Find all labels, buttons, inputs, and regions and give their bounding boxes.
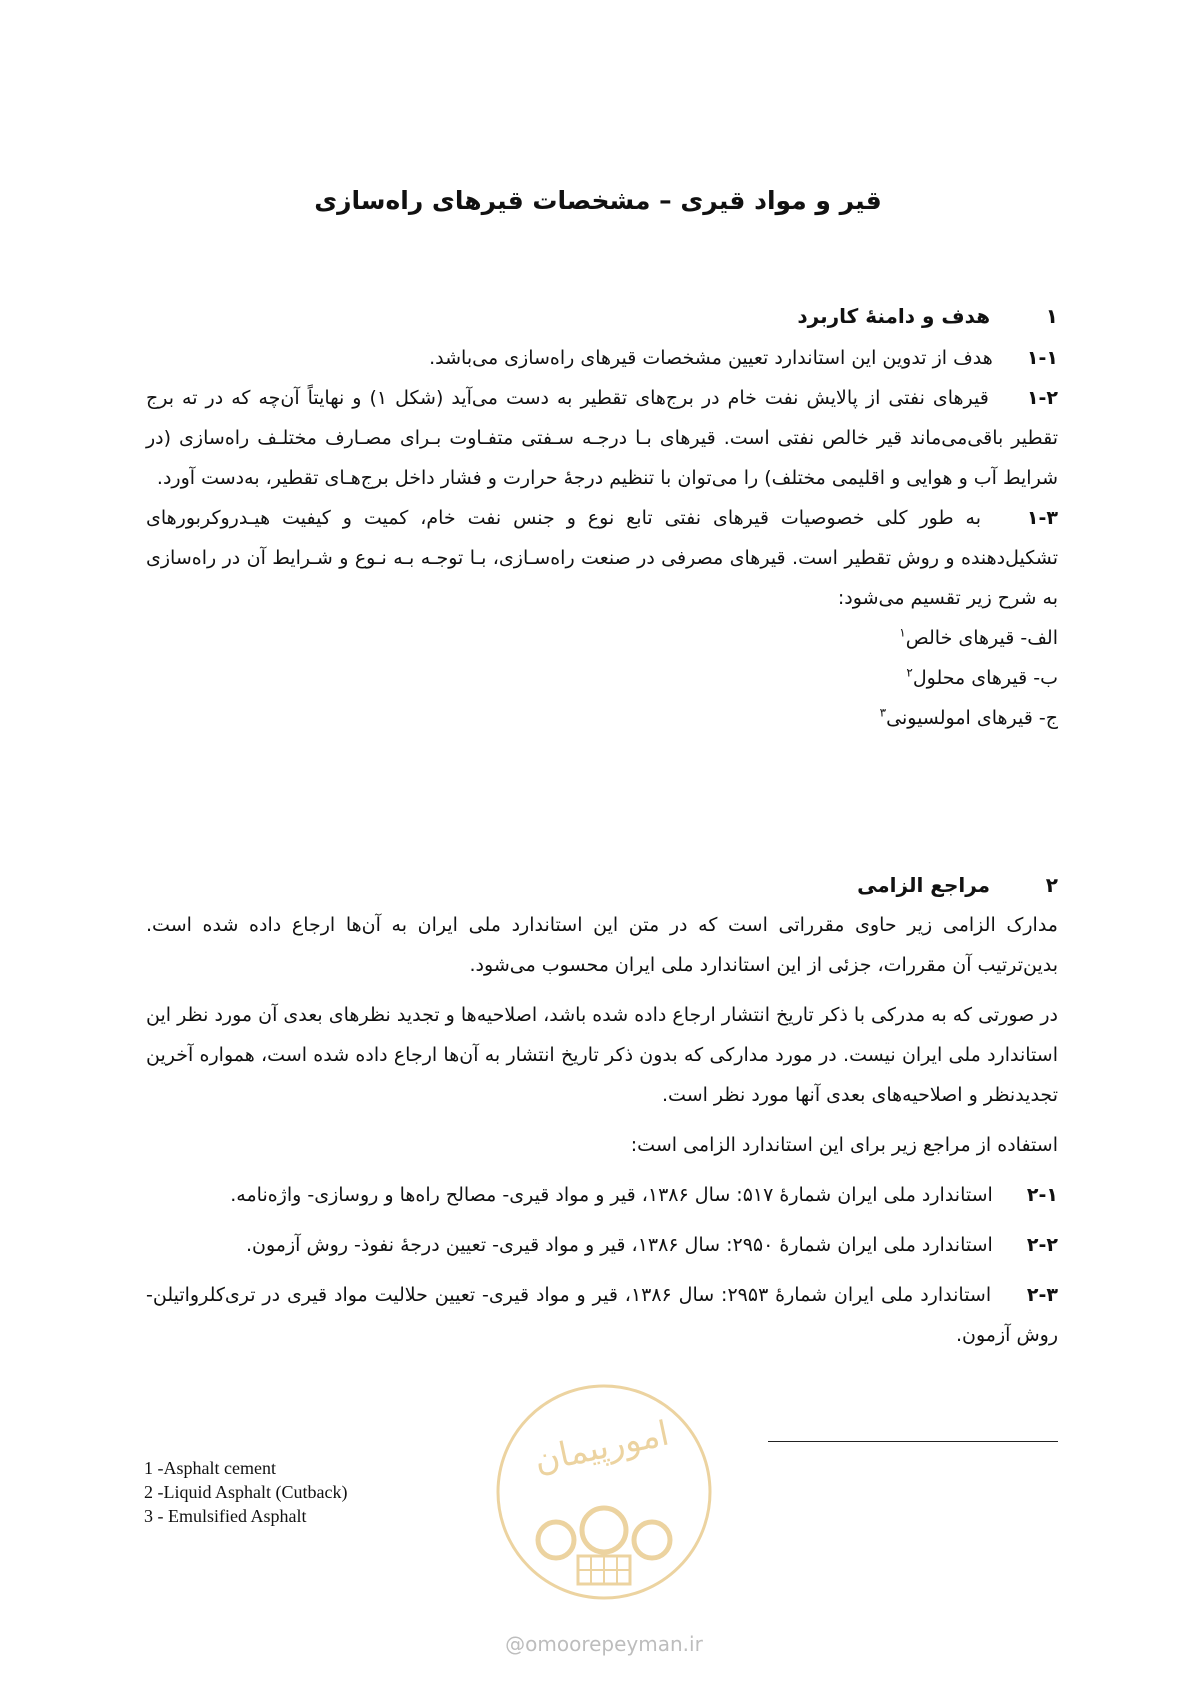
section-2-heading bbox=[146, 865, 1058, 905]
paragraph-1-1 bbox=[146, 338, 1058, 378]
paragraph-1-2 bbox=[146, 378, 1058, 498]
reference-number: ۲-۳ bbox=[1026, 1284, 1058, 1306]
paragraph-2-intro: مدارک الزامی زیر حاوی مقرراتی است که در متن این استاندارد ملی ایران به آن‌ها ارجاع داده شده است. بدین‌ترتیب آن مقررات، جزئی از این استاندارد ملی ایران محسوب می‌شود. bbox=[146, 914, 1058, 976]
at-icon: @ bbox=[505, 1632, 526, 1656]
paragraph-1-2-text: قیرهای نفتی از پالایش نفت خام در برج‌های تقطیر به دست می‌آید (شکل ۱) و نهایتاً آن‌چه که در ته برج تقطیر باقی‌می‌ماند قیر خالص نفتی است. قیرهای بـا درجـه سـفتی متفـاوت بـرای مصـارف مختلـف راه‌سازی (در شرایط آب و هوایی و اقلیمی مختلف) را می‌توان با تنظیم درجهٔ حرارت و فشار داخل برج‌هـای تقطیر، به‌دست آورد. bbox=[146, 387, 1058, 489]
reference-text: استاندارد ملی ایران شمارهٔ ۲۹۵۳: سال ۱۳۸۶، قیر و مواد قیری- تعیین حلالیت مواد قیری در تری‌کلرواتیلن- روش آزمون. bbox=[146, 1284, 1058, 1346]
section-2-number: ۲ bbox=[1045, 873, 1058, 897]
section-normative-references bbox=[146, 865, 1058, 1355]
list-item-text: قیرهای محلول bbox=[912, 667, 1028, 689]
list-item bbox=[146, 618, 1058, 658]
section-1-heading bbox=[146, 296, 1058, 336]
paragraph-1-3 bbox=[146, 498, 1058, 618]
footnote-separator bbox=[768, 1441, 1058, 1442]
list-item-label: ج- bbox=[1038, 707, 1058, 729]
paragraph-1-3-number: ۱-۳ bbox=[1026, 507, 1058, 529]
footnote-1: 1 -Asphalt cement bbox=[144, 1458, 276, 1478]
watermark-site: @omoorepeyman.ir bbox=[505, 1632, 703, 1656]
list-item bbox=[146, 698, 1058, 738]
section-scope bbox=[146, 296, 1058, 738]
footnote-ref: ۳ bbox=[879, 705, 887, 720]
page-title: قیر و مواد قیری – مشخصات قیرهای راه‌سازی bbox=[314, 186, 882, 215]
reference-number: ۲-۱ bbox=[1026, 1184, 1058, 1206]
footnote-ref: ۱ bbox=[899, 625, 906, 640]
reference-item bbox=[146, 1175, 1058, 1215]
section-2-title: مراجع الزامی bbox=[857, 873, 991, 897]
list-item-text: قیرهای خالص bbox=[905, 627, 1015, 649]
section-1-title: هدف و دامنهٔ کاربرد bbox=[797, 304, 991, 328]
paragraph-1-1-text: هدف از تدوین این استاندارد تعیین مشخصات قیرهای راه‌سازی می‌باشد. bbox=[429, 347, 993, 369]
footnote-2: 2 -Liquid Asphalt (Cutback) bbox=[144, 1482, 348, 1502]
section-1-number: ۱ bbox=[1045, 304, 1058, 328]
paragraph-1-1-number: ۱-۱ bbox=[1026, 347, 1058, 369]
list-item-label: ب- bbox=[1033, 667, 1058, 689]
svg-text:امورپیمان: امورپیمان bbox=[530, 1413, 673, 1481]
asphalt-types-list bbox=[146, 618, 1058, 738]
footnote-ref: ۲ bbox=[906, 665, 913, 680]
reference-text: استاندارد ملی ایران شمارهٔ ۵۱۷: سال ۱۳۸۶، قیر و مواد قیری- مصالح راه‌ها و روسازی- واژه‌نامه. bbox=[230, 1184, 993, 1206]
paragraph-2-dated-refs: در صورتی که به مدرکی با ذکر تاریخ انتشار ارجاع داده شده باشد، اصلاحیه‌ها و تجدید نظرهای بعدی آن مورد نظر این استاندارد ملی ایران نیست. در مورد مدارکی که بدون ذکر تاریخ انتشار به آن‌ها ارجاع داده شده است، همواره آخرین تجدیدنظر و اصلاحیه‌های بعدی آنها مورد نظر است. bbox=[146, 1004, 1058, 1106]
list-item bbox=[146, 658, 1058, 698]
watermark-seal-icon bbox=[492, 1380, 716, 1604]
reference-item bbox=[146, 1225, 1058, 1265]
list-item-text: قیرهای امولسیونی bbox=[886, 707, 1033, 729]
list-item-label: الف- bbox=[1020, 627, 1058, 649]
footnote-3: 3 - Emulsified Asphalt bbox=[144, 1506, 307, 1526]
paragraph-2-usage: استفاده از مراجع زیر برای این استاندارد الزامی است: bbox=[630, 1134, 1058, 1156]
reference-item bbox=[146, 1275, 1058, 1355]
paragraph-1-3-text: به طور کلی خصوصیات قیرهای نفتی تابع نوع و جنس نفت خام، کمیت و کیفیت هیـدروکربورهای تشکیل‌دهنده و روش تقطیر است. قیرهای مصرفی در صنعت راه‌سـازی، بـا توجـه بـه نـوع و شـرایط آن در راه‌سازی به شرح زیر تقسیم می‌شود: bbox=[146, 507, 1058, 609]
footnotes bbox=[144, 1456, 347, 1528]
reference-number: ۲-۲ bbox=[1026, 1234, 1058, 1256]
reference-text: استاندارد ملی ایران شمارهٔ ۲۹۵۰: سال ۱۳۸۶، قیر و مواد قیری- تعیین درجهٔ نفوذ- روش آزمون. bbox=[245, 1234, 993, 1256]
paragraph-1-2-number: ۱-۲ bbox=[1026, 387, 1059, 409]
